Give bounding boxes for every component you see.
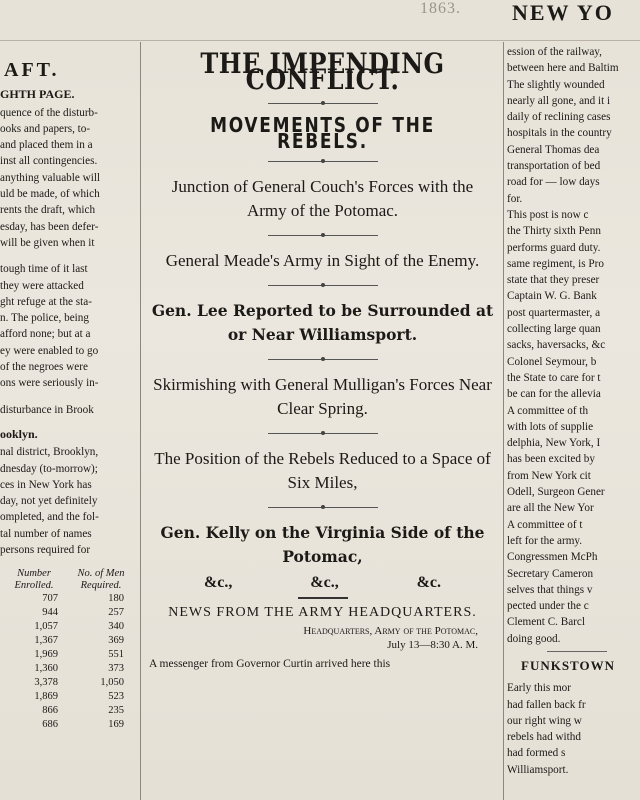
- text-line: state that they preser: [507, 274, 600, 287]
- news-headquarters-head: NEWS FROM THE ARMY HEADQUARTERS.: [168, 605, 477, 621]
- right-para-2: [507, 207, 640, 647]
- left-title: AFT.: [4, 59, 60, 81]
- table-cell: 1,050: [100, 677, 124, 689]
- table-cell: 1,360: [34, 663, 58, 675]
- text-line: performs guard duty.: [507, 241, 601, 254]
- table-cell: 180: [108, 593, 124, 605]
- text-line: our right wing w: [507, 714, 582, 727]
- deck-meade-army: General Meade's Army in Sight of the Enemy.: [165, 251, 480, 271]
- text-line: tal number of names: [0, 527, 92, 540]
- table-cell: 257: [108, 607, 124, 619]
- table-cell: 866: [42, 705, 58, 717]
- text-line: road for — low days: [507, 176, 600, 189]
- table-cell: 523: [108, 691, 124, 703]
- text-line: Early this mor: [507, 682, 572, 695]
- masthead: [0, 0, 640, 41]
- text-line: daily of reclining cases: [507, 111, 611, 124]
- text-line: be can for the allevia: [507, 388, 601, 401]
- text-line: ght refuge at the sta-: [0, 295, 92, 308]
- text-line: delphia, New York, I: [507, 437, 601, 450]
- short-rule: [547, 651, 607, 652]
- text-line: will be given when it: [0, 236, 95, 249]
- ornament-rule: [145, 503, 500, 513]
- left-subtitle: GHTH PAGE.: [0, 87, 75, 102]
- text-line: uld be made, of which: [0, 188, 100, 201]
- etc-mark: &c.,: [203, 574, 233, 592]
- table-header-required: No. of Men Required.: [77, 568, 125, 592]
- text-line: dnesday (to-morrow);: [0, 462, 98, 475]
- text-line: Odell, Surgeon Gener: [507, 486, 605, 499]
- text-line: the State to care for t: [507, 371, 601, 384]
- ornament-rule: [145, 157, 500, 167]
- ornament-rule: [145, 99, 500, 109]
- text-line: between here and Baltim: [507, 62, 619, 75]
- text-line: left for the army.: [507, 534, 583, 547]
- table-cell: 1,869: [34, 691, 58, 703]
- left-para-1: [0, 105, 135, 252]
- text-line: from New York cit: [507, 469, 591, 482]
- table-header-enrolled: Number Enrolled.: [14, 568, 54, 592]
- table-cell: 551: [108, 649, 124, 661]
- text-line: afford none; but at a: [0, 328, 91, 341]
- text-line: This post is now c: [507, 208, 589, 221]
- ornament-rule: [145, 429, 500, 439]
- right-para-3: [507, 680, 640, 778]
- text-line: the Thirty sixth Penn: [507, 225, 601, 238]
- text-line: had formed s: [507, 747, 566, 760]
- right-column: [507, 44, 640, 800]
- text-line: pected under the c: [507, 600, 589, 613]
- masthead-title: NEW YO: [512, 0, 614, 25]
- ornament-rule: [145, 231, 500, 241]
- text-line: post quartermaster, a: [507, 306, 601, 319]
- enrollment-table: [0, 568, 135, 732]
- text-line: ompleted, and the fol-: [0, 511, 99, 524]
- deck-couch-forces: Junction of General Couch's Forces with the Army of the Potomac.: [171, 177, 474, 221]
- text-line: transportation of bed: [507, 160, 601, 173]
- text-line: they were attacked: [0, 279, 84, 292]
- table-cell: 1,969: [34, 649, 58, 661]
- text-line: had fallen back fr: [507, 698, 586, 711]
- text-line: Congressmen McPh: [507, 551, 598, 564]
- text-line: day, not yet definitely: [0, 495, 98, 508]
- text-line: are all the New Yor: [507, 502, 594, 515]
- text-line: inst all contingencies.: [0, 155, 98, 168]
- text-line: persons required for: [0, 544, 91, 557]
- table-cell: 169: [108, 719, 124, 731]
- column-rule: [503, 42, 504, 800]
- etc-line: [165, 575, 480, 591]
- text-line: has been excited by: [507, 453, 595, 466]
- text-line: Captain W. G. Bank: [507, 290, 597, 303]
- text-line: tough time of it last: [0, 263, 88, 276]
- text-line: for.: [507, 192, 523, 205]
- dateline-time: July 13—8:30 A. M.: [387, 638, 478, 651]
- table-cell: 340: [108, 621, 124, 633]
- deck-rebel-position: The Position of the Rebels Reduced to a Space of Six Miles,: [154, 449, 491, 493]
- deck-mulligan-skirmish: Skirmishing with General Mulligan's Forces Near Clear Spring.: [153, 375, 492, 419]
- text-line: hospitals in the country: [507, 127, 612, 140]
- subheadline: MOVEMENTS OF THE REBELS.: [210, 112, 435, 153]
- text-line: Clement C. Barcl: [507, 616, 585, 629]
- table-cell: 373: [108, 663, 124, 675]
- text-line: Secretary Cameron: [507, 567, 594, 580]
- etc-mark: &c.: [416, 574, 442, 592]
- text-line: nal district, Brooklyn,: [0, 446, 99, 459]
- short-rule: [298, 597, 348, 599]
- text-line: Williamsport.: [507, 763, 569, 776]
- text-line: of the negroes were: [0, 361, 88, 374]
- text-line: ession of the railway,: [507, 46, 602, 58]
- headline: THE IMPENDING CONFLICT.: [200, 47, 445, 97]
- table-cell: 1,367: [34, 635, 58, 647]
- text-line: General Thomas dea: [507, 143, 600, 156]
- right-para-1: [507, 44, 640, 207]
- text-line: ooks and papers, to-: [0, 122, 91, 135]
- dateline-place: Headquarters, Army of the Potomac,: [303, 624, 478, 637]
- column-rule: [140, 42, 141, 800]
- text-line: n. The police, being: [0, 312, 89, 325]
- ornament-rule: [145, 355, 500, 365]
- text-line: quence of the disturb-: [0, 106, 98, 119]
- left-section-head: ooklyn.: [0, 426, 38, 441]
- table-cell: 235: [108, 705, 124, 717]
- table-cell: 1,057: [34, 621, 58, 633]
- text-line: rebels had withd: [507, 731, 581, 744]
- text-line: ons were seriously in-: [0, 377, 99, 390]
- text-line: anything valuable will: [0, 171, 101, 184]
- table-cell: 369: [108, 635, 124, 647]
- text-line: and placed them in a: [0, 139, 93, 152]
- left-para-4: [0, 444, 135, 558]
- right-section-head: FUNKSTOWN: [521, 657, 615, 673]
- left-para-2: [0, 261, 135, 391]
- center-column: [145, 44, 500, 800]
- left-column: [0, 44, 135, 800]
- text-line: A committee of t: [507, 518, 583, 531]
- text-line: with lots of supplie: [507, 420, 594, 433]
- text-line: ey were enabled to go: [0, 344, 99, 357]
- text-line: selves that things v: [507, 583, 593, 596]
- text-line: nearly all gone, and it i: [507, 94, 611, 107]
- text-line: The slightly wounded: [507, 78, 605, 91]
- deck-kelly-virginia: Gen. Kelly on the Virginia Side of the Potomac,: [160, 523, 485, 567]
- masthead-year: 1863.: [420, 0, 461, 17]
- dateline: [145, 624, 500, 652]
- table-cell: 707: [42, 593, 58, 605]
- text-line: collecting large quan: [507, 323, 601, 336]
- table-cell: 3,378: [34, 677, 58, 689]
- text-line: ces in New York has: [0, 478, 92, 491]
- text-line: same regiment, is Pro: [507, 257, 604, 270]
- table-cell: 944: [42, 607, 58, 619]
- table-cell: 686: [42, 719, 58, 731]
- text-line: disturbance in Brook: [0, 403, 94, 416]
- text-line: sacks, haversacks, &c: [507, 339, 606, 352]
- deck-lee-surrounded: Gen. Lee Reported to be Surrounded at or Near Williamsport.: [151, 301, 494, 345]
- text-line: Colonel Seymour, b: [507, 355, 597, 368]
- ornament-rule: [145, 281, 500, 291]
- text-line: rents the draft, which: [0, 204, 96, 217]
- text-line: A committee of th: [507, 404, 589, 417]
- etc-mark: &c.,: [310, 574, 339, 592]
- text-line: esday, has been defer-: [0, 220, 99, 233]
- article-lead: A messenger from Governor Curtin arrived here this: [149, 657, 391, 670]
- text-line: doing good.: [507, 632, 561, 645]
